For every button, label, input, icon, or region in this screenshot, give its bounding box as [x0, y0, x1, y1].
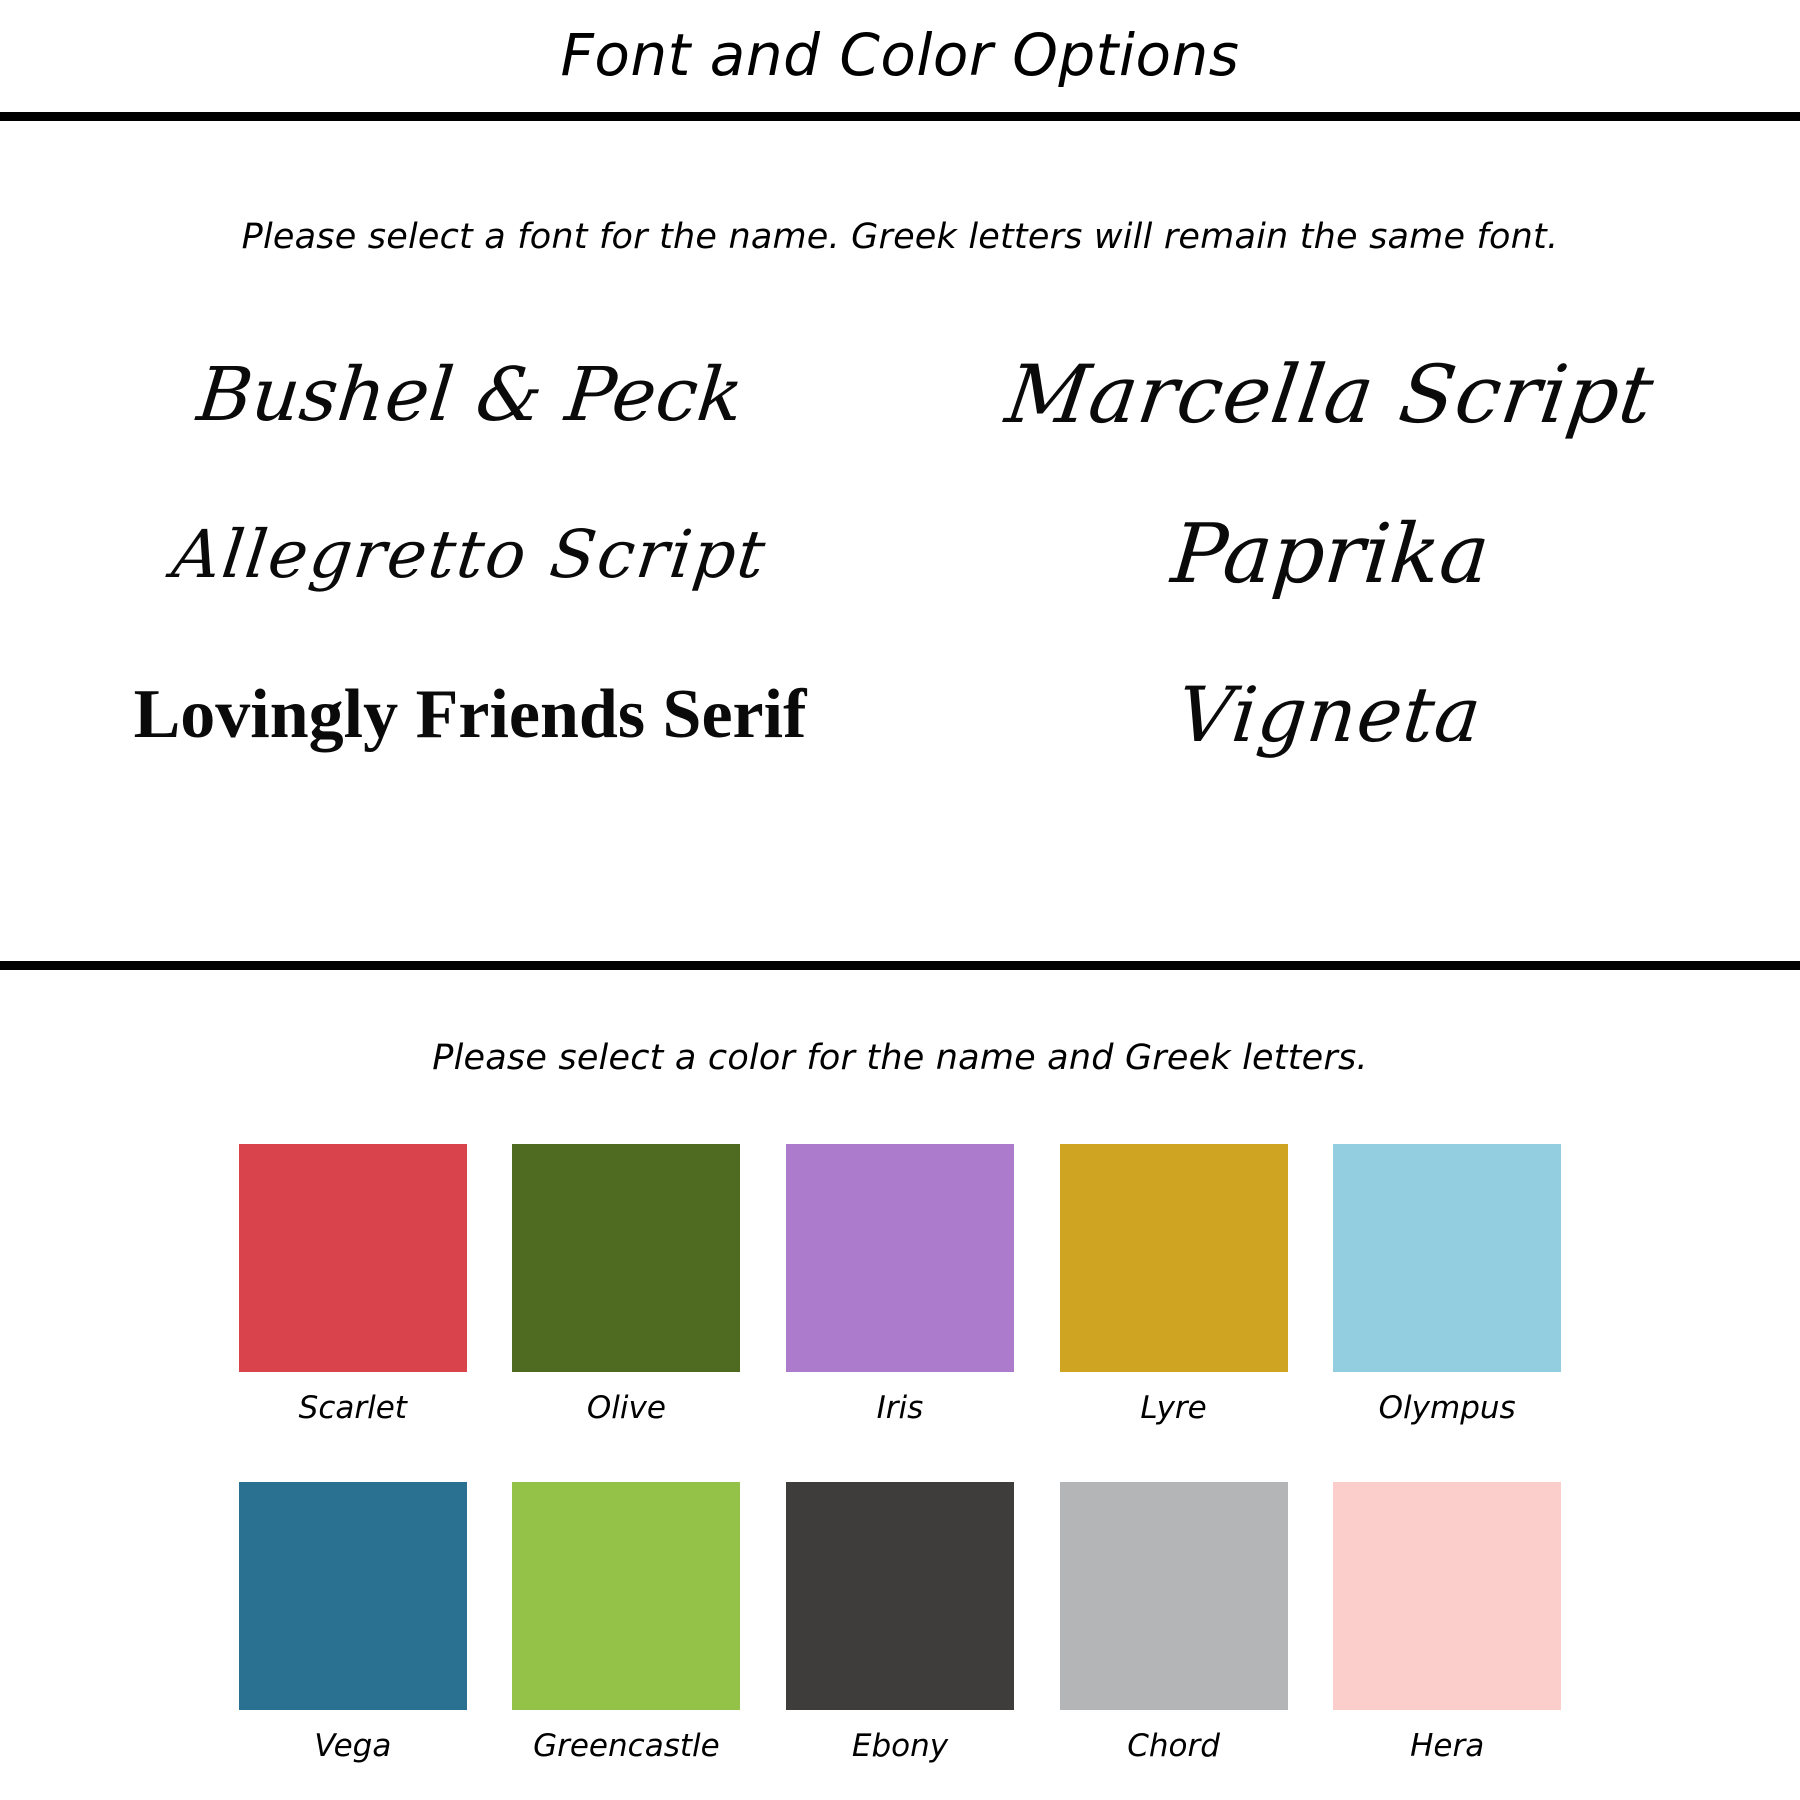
- divider-bottom: [0, 961, 1800, 970]
- color-option-lyre[interactable]: [1060, 1144, 1288, 1426]
- color-swatch[interactable]: [239, 1482, 467, 1710]
- color-swatch[interactable]: [1333, 1482, 1561, 1710]
- color-swatch-label: Hera: [1410, 1728, 1485, 1764]
- font-option-paprika[interactable]: Paprika: [1167, 507, 1493, 602]
- color-selection-section: [0, 970, 1800, 1764]
- color-option-chord[interactable]: [1060, 1482, 1288, 1764]
- color-option-olive[interactable]: [512, 1144, 740, 1426]
- font-selection-section: [0, 121, 1800, 961]
- color-swatch-grid: [235, 1144, 1565, 1764]
- color-swatch[interactable]: [1060, 1482, 1288, 1710]
- color-swatch[interactable]: [239, 1144, 467, 1372]
- font-sample-grid: [0, 315, 1800, 795]
- color-option-iris[interactable]: [786, 1144, 1014, 1426]
- color-option-greencastle[interactable]: [512, 1482, 740, 1764]
- color-option-scarlet[interactable]: [239, 1144, 467, 1426]
- color-swatch[interactable]: [512, 1144, 740, 1372]
- page-title: Font and Color Options: [560, 21, 1240, 89]
- font-option-bushel-and-peck[interactable]: Bushel & Peck: [193, 352, 747, 438]
- color-swatch[interactable]: [786, 1144, 1014, 1372]
- color-swatch[interactable]: [1333, 1144, 1561, 1372]
- page-header: [0, 0, 1800, 112]
- color-swatch-label: Vega: [314, 1728, 392, 1764]
- color-swatch-label: Greencastle: [533, 1728, 720, 1764]
- color-option-vega[interactable]: [239, 1482, 467, 1764]
- color-swatch-label: Olive: [586, 1390, 666, 1426]
- divider-top: [0, 112, 1800, 121]
- font-option-vigneta[interactable]: Vigneta: [1173, 670, 1487, 759]
- font-option-marcella-script[interactable]: Marcella Script: [1000, 348, 1660, 441]
- color-swatch-label: Olympus: [1378, 1390, 1516, 1426]
- font-option-lovingly-friends-serif[interactable]: Lovingly Friends Serif: [133, 676, 807, 753]
- color-option-ebony[interactable]: [786, 1482, 1014, 1764]
- font-option-allegretto-script[interactable]: Allegretto Script: [168, 516, 772, 593]
- color-swatch[interactable]: [512, 1482, 740, 1710]
- font-instruction-text: Please select a font for the name. Greek letters will remain the same font.: [241, 217, 1559, 257]
- color-option-hera[interactable]: [1333, 1482, 1561, 1764]
- color-swatch-label: Iris: [876, 1390, 924, 1426]
- color-swatch[interactable]: [786, 1482, 1014, 1710]
- color-swatch[interactable]: [1060, 1144, 1288, 1372]
- color-instruction-text: Please select a color for the name and Greek letters.: [432, 1038, 1368, 1078]
- color-swatch-label: Ebony: [851, 1728, 949, 1764]
- color-swatch-label: Chord: [1127, 1728, 1220, 1764]
- color-swatch-label: Lyre: [1140, 1390, 1207, 1426]
- color-option-olympus[interactable]: [1333, 1144, 1561, 1426]
- color-swatch-label: Scarlet: [298, 1390, 407, 1426]
